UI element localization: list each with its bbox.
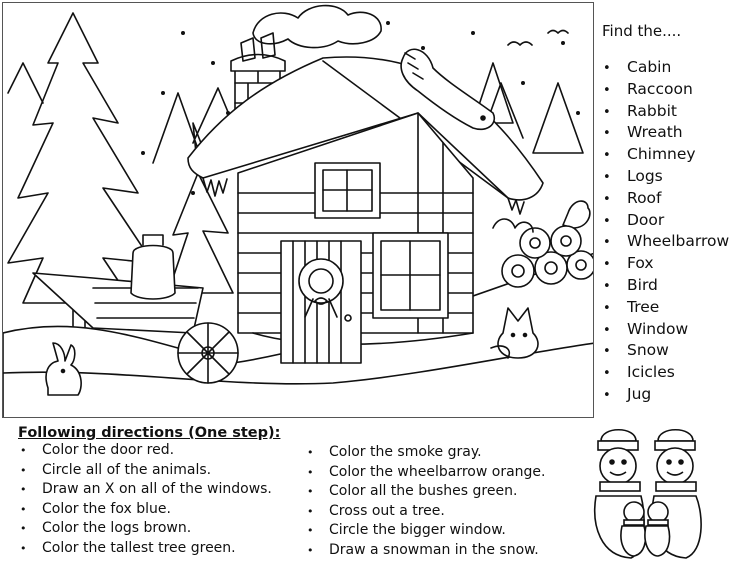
bullet: • [603, 366, 611, 382]
find-item-label: Cabin [627, 58, 672, 76]
bullet: • [603, 387, 611, 403]
bullet: • [603, 213, 611, 229]
direction-text: Circle the bigger window. [329, 522, 506, 539]
list-item [603, 79, 729, 101]
find-item-label: Raccoon [627, 79, 693, 98]
find-item-label: Wreath [627, 123, 683, 142]
find-item-label: Icicles [627, 363, 675, 382]
bullet: • [307, 465, 314, 479]
bullet: • [603, 191, 611, 207]
find-item-label: Logs [627, 166, 663, 185]
direction-text: Circle all of the animals. [42, 461, 212, 478]
list-item [307, 443, 545, 463]
big-window [373, 233, 448, 318]
find-item-label: Chimney [627, 145, 696, 164]
list-item [603, 362, 729, 384]
smoke-cloud [253, 6, 381, 48]
list-item [603, 253, 729, 275]
list-item [20, 480, 272, 500]
bullet: • [20, 522, 27, 536]
list-item [603, 340, 729, 362]
bullet: • [603, 104, 611, 120]
bullet: • [603, 344, 611, 360]
bullet: • [20, 502, 27, 516]
list-item [307, 502, 545, 522]
directions-title: Following directions (One step): [18, 425, 281, 441]
bullet: • [307, 543, 314, 557]
bullet: • [307, 524, 314, 538]
log-pile [502, 226, 594, 287]
find-item-label: Window [627, 319, 689, 338]
list-item [20, 500, 272, 520]
list-item [603, 275, 729, 297]
direction-text: Cross out a tree. [329, 502, 445, 519]
list-item [603, 144, 729, 166]
direction-text: Color the tallest tree green. [42, 539, 236, 556]
bullet: • [20, 444, 27, 457]
find-item-label: Snow [627, 341, 669, 360]
direction-text: Color the wheelbarrow orange. [329, 463, 546, 480]
find-list [603, 57, 729, 406]
direction-text: Color the smoke gray. [329, 444, 482, 460]
bullet: • [603, 235, 611, 251]
direction-text: Color all the bushes green. [329, 483, 518, 500]
list-item [20, 519, 272, 539]
find-item-label: Door [627, 210, 665, 229]
illustration-frame [2, 2, 594, 418]
bullet: • [603, 126, 611, 142]
find-item-label: Jug [627, 384, 652, 403]
bullet: • [307, 504, 314, 518]
list-item [603, 122, 729, 144]
list-item [603, 210, 729, 232]
cabin-scene-illustration [3, 3, 594, 418]
list-item [307, 541, 545, 561]
list-item [603, 166, 729, 188]
list-item [603, 101, 729, 123]
direction-text: Color the logs brown. [42, 520, 192, 537]
list-item [603, 57, 729, 79]
directions-column-right [307, 443, 545, 561]
direction-text: Draw a snowman in the snow. [329, 541, 539, 558]
list-item [603, 319, 729, 341]
directions-column-left [20, 441, 272, 559]
list-item [20, 441, 272, 461]
direction-text: Color the door red. [42, 442, 175, 458]
bullet: • [603, 322, 611, 338]
snowman-family-illustration [586, 426, 726, 564]
bullet: • [307, 446, 314, 459]
find-item-label: Rabbit [627, 101, 677, 120]
bullet: • [603, 300, 611, 316]
find-item-label: Wheelbarrow [627, 232, 729, 251]
snowman-child-right [645, 502, 670, 556]
bullet: • [603, 148, 611, 164]
find-item-label: Roof [627, 188, 662, 207]
find-list-title: Find the.... [602, 22, 682, 40]
snowman-child-left [621, 502, 646, 556]
direction-text: Draw an X on all of the windows. [42, 481, 272, 498]
list-item [307, 521, 545, 541]
bullet: • [603, 169, 611, 185]
small-window [315, 163, 380, 218]
list-item [20, 461, 272, 481]
bird [563, 201, 590, 228]
list-item [307, 463, 545, 483]
jug [131, 235, 175, 299]
find-item-label: Fox [627, 254, 654, 273]
list-item [603, 188, 729, 210]
list-item [603, 231, 729, 253]
bullet: • [20, 541, 27, 555]
list-item [307, 482, 545, 502]
direction-text: Color the fox blue. [42, 500, 171, 517]
list-item [603, 384, 729, 406]
list-item [20, 539, 272, 559]
bullet: • [603, 278, 611, 294]
bullet: • [20, 483, 27, 497]
flying-bird [508, 42, 532, 45]
bullet: • [603, 257, 611, 273]
list-item [603, 297, 729, 319]
find-item-label: Tree [627, 297, 660, 316]
find-item-label: Bird [627, 275, 658, 294]
flying-bird [548, 31, 568, 34]
bullet: • [307, 485, 314, 499]
bullet: • [20, 463, 27, 477]
bullet: • [603, 82, 611, 98]
bullet: • [603, 61, 611, 76]
